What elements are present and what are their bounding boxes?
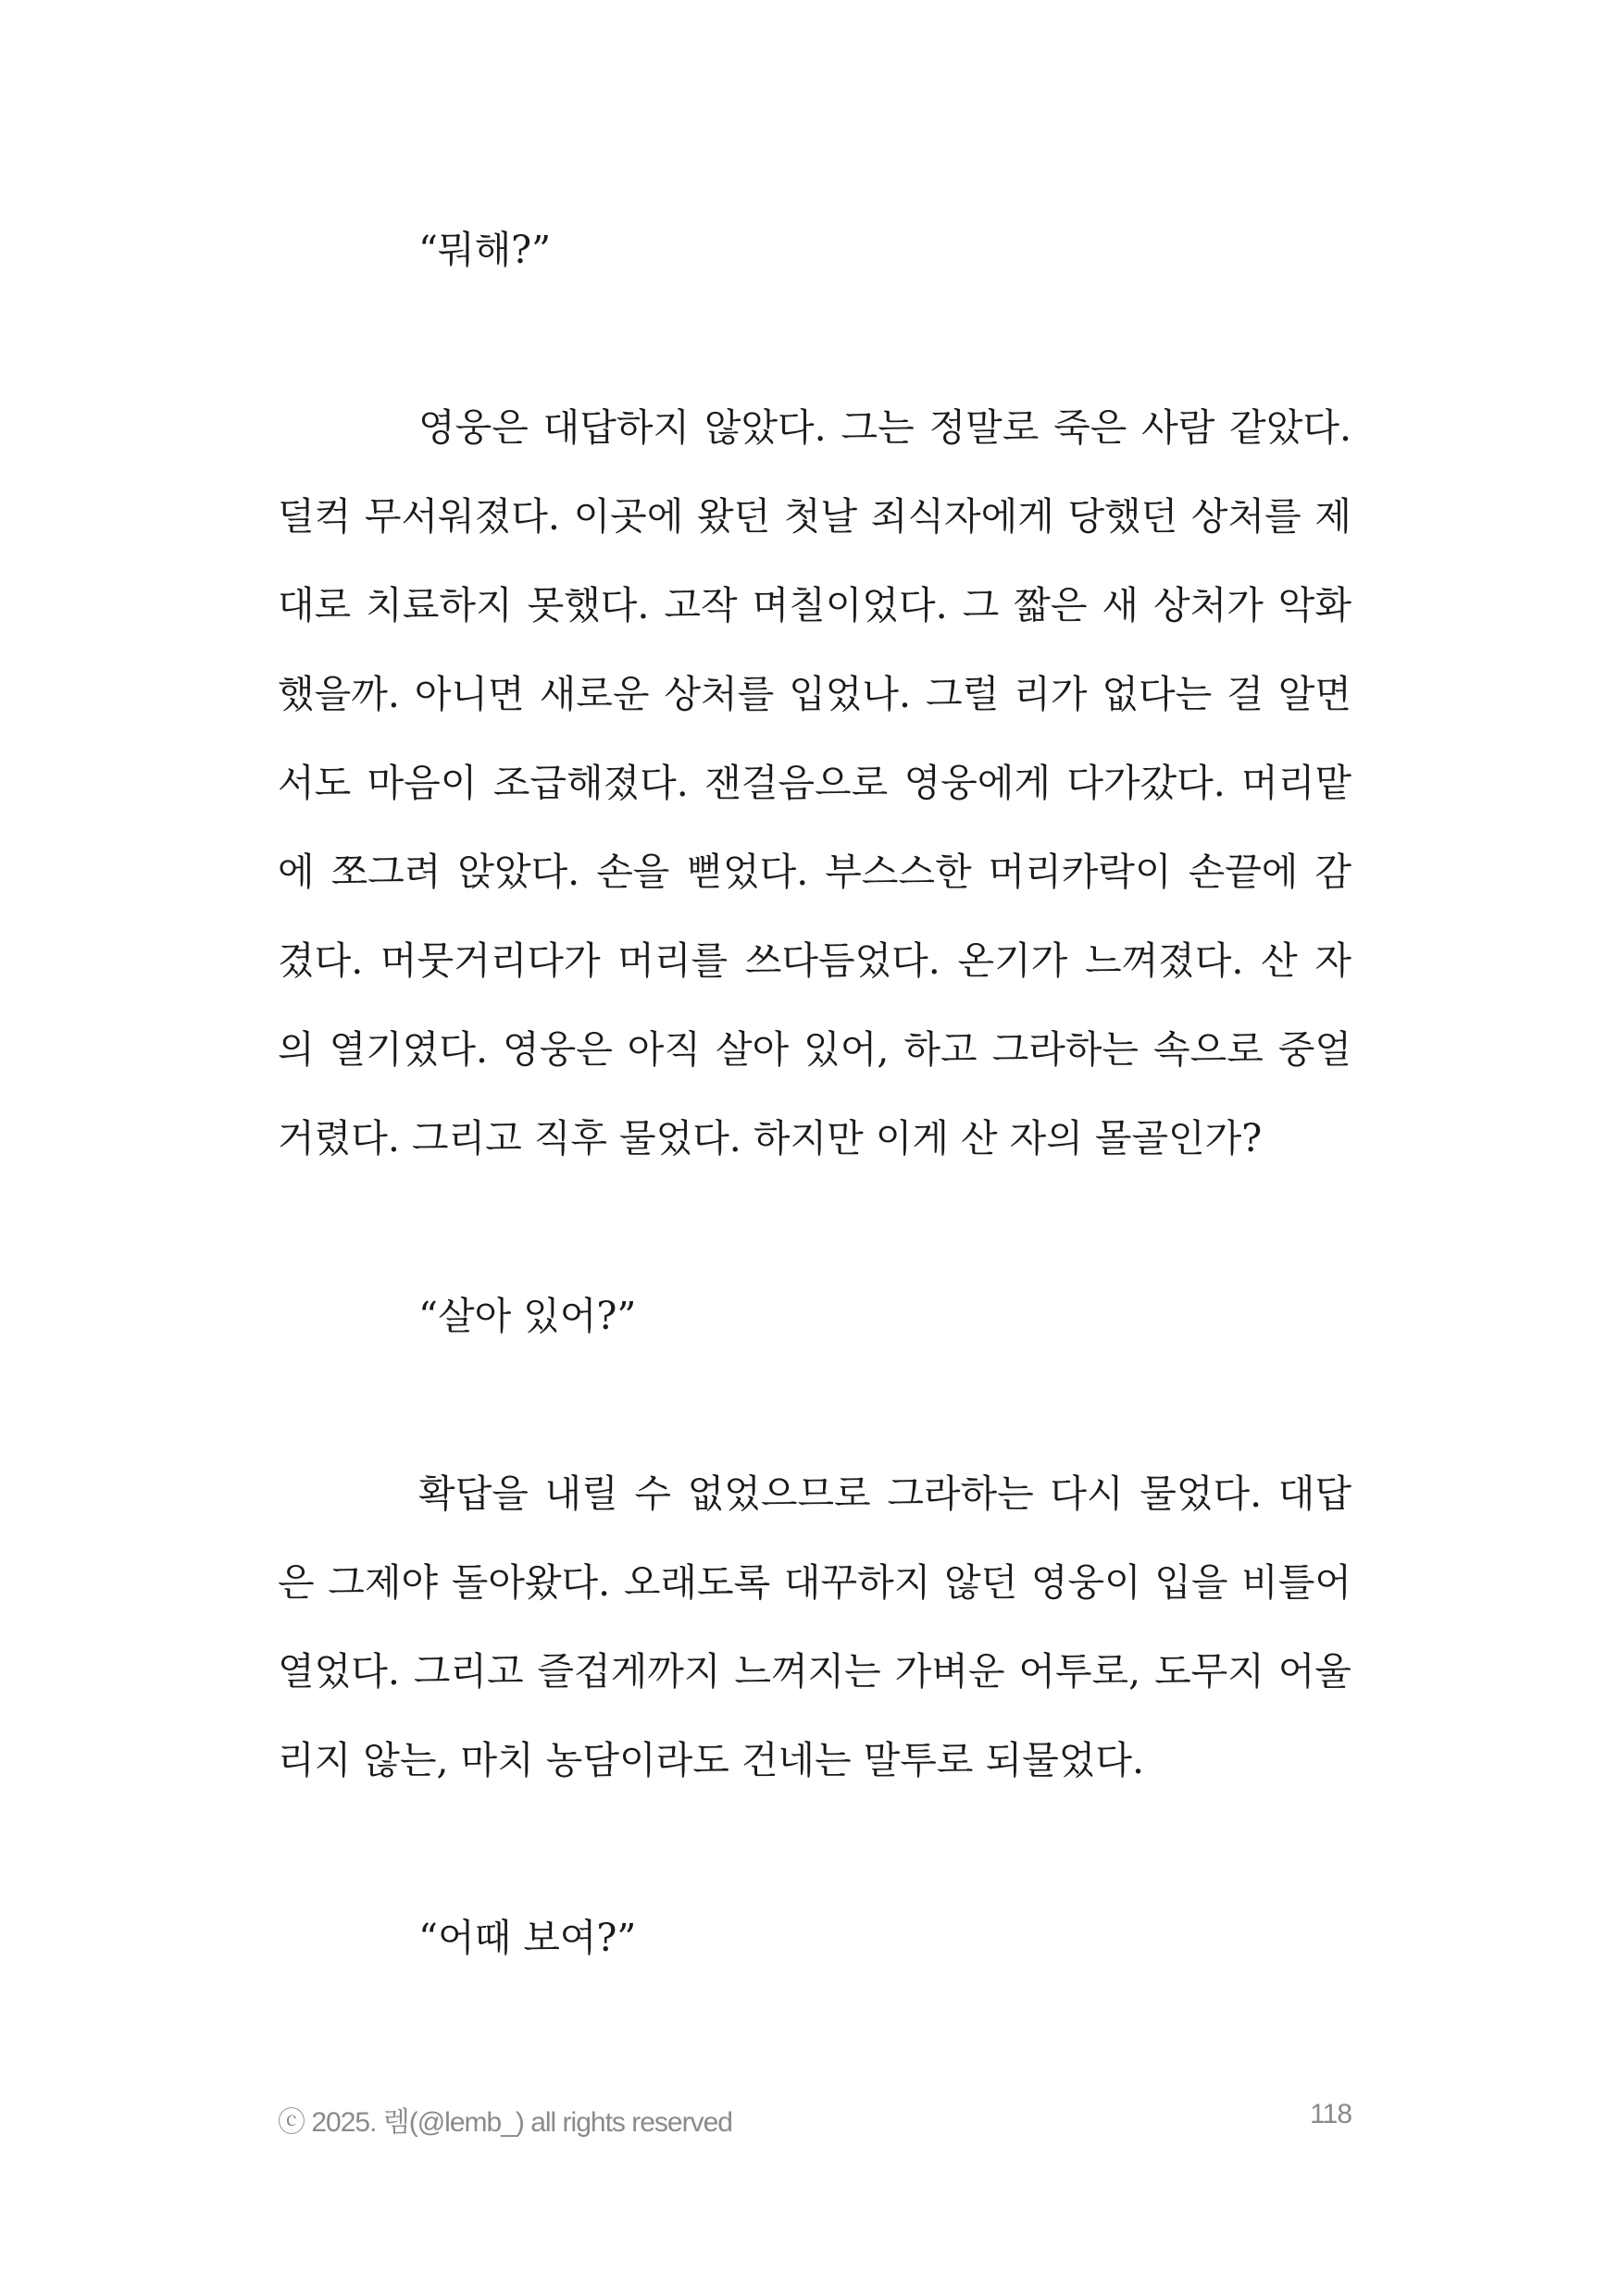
dialogue-line: “살아 있어?” [418,1294,637,1338]
body-paragraph: 영웅은 대답하지 않았다. 그는 정말로 죽은 사람 같았다. 덜컥 무서워졌다. 이곳에 왔던 첫날 죄식자에게 당했던 상처를 제대로 치료하지 못했다. 고작 며칠이었다. 그 짧은 새 상처가 악화했을까. 아니면 새로운 상처를 입었나. 그럴 리가 없다는 걸 알면서도 마음이 조급해졌다. 잰걸음으로 영웅에게 다가갔다. 머리맡에 쪼그려 앉았다. 손을 뻗었다. 부스스한 머리카락이 손끝에 감겼다. 머뭇거리다가 머리를 쓰다듬었다. 온기가 느껴졌다. 산 자의 열기였다. 영웅은 아직 살아 있어, 하고 그라하는 속으로 중얼거렸다. 그리고 직후 물었다. 하지만 이게 산 자의 몰골인가? [278,405,1351,1160]
body-paragraph: 확답을 내릴 수 없었으므로 그라하는 다시 물었다. 대답은 그제야 돌아왔다. 오래도록 대꾸하지 않던 영웅이 입을 비틀어 열었다. 그리고 즐겁게까지 느껴지는 가벼운 어투로, 도무지 어울리지 않는, 마치 농담이라도 건네는 말투로 되물었다. [278,1471,1351,1782]
paragraph-spacer [278,1183,1351,1272]
paragraph-spacer [278,1805,1351,1893]
dialogue-line: “뭐해?” [418,228,552,272]
paragraph-spacer [278,1360,1351,1449]
page-footer [278,2099,1351,2145]
paragraph-spacer [278,294,1351,383]
copyright-notice: ⓒ 2025. 렘(@lemb_) all rights reserved [278,2107,732,2138]
page-number: 118 [1310,2099,1351,2129]
dialogue-line: “어때 보여?” [418,1916,637,1960]
page-body [278,205,1351,1982]
